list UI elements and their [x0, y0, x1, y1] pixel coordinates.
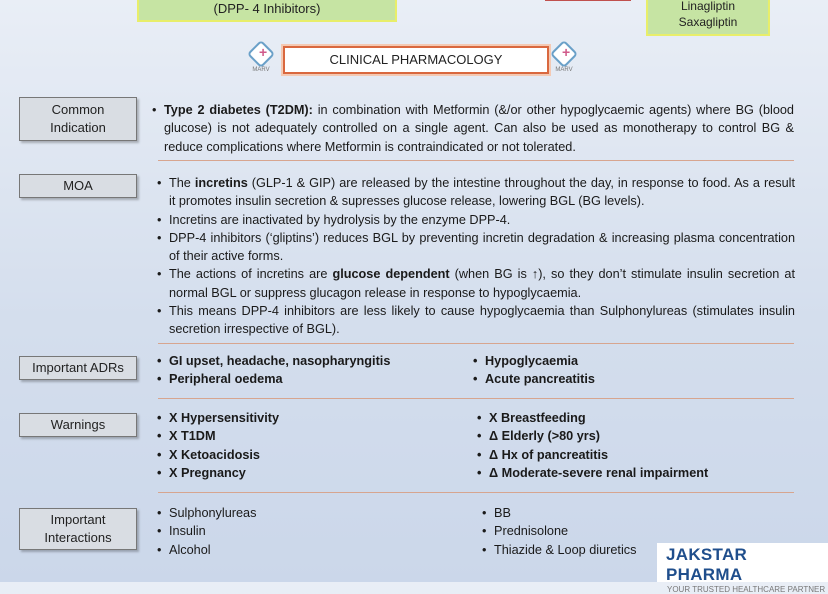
moa-item: • This means DPP-4 inhibitors are less likely to cause hypoglycaemia than Sulphonylureas (stimulates insulin secretion irrespective of BGL).: [157, 302, 795, 339]
warning-item: • X Breastfeeding: [477, 409, 797, 427]
warning-item: • Δ Hx of pancreatitis: [477, 446, 797, 464]
interaction-item: • Sulphonylureas: [157, 504, 457, 522]
divider: [158, 343, 794, 344]
adrs-right: [473, 352, 773, 389]
interaction-item: • Thiazide & Loop diuretics: [482, 541, 682, 559]
example-drug-2: Saxagliptin: [678, 15, 738, 29]
warning-item: • X Ketoacidosis: [157, 446, 457, 464]
moa-item: • DPP-4 inhibitors (‘gliptins’) reduces BGL by preventing incretin degradation & increasing plasma concentration of their active forms.: [157, 229, 795, 266]
example-drug-1: Linagliptin: [680, 0, 736, 13]
warning-item: • X Pregnancy: [157, 464, 457, 482]
indication-item: • Type 2 diabetes (T2DM): in combination with Metformin (&/or other hypoglycaemic agents) where BG (blood glucose) is not adequately controlled on a single agent. Can also be used as monotherapy to control BG & reduce complications where Metformin is contraindicated or not tolerated.: [152, 101, 794, 156]
adr-item: • GI upset, headache, nasopharyngitis: [157, 352, 457, 370]
label-common-indication: Common Indication: [19, 97, 137, 141]
cross-logo-icon: [247, 40, 275, 68]
warning-item: • X Hypersensitivity: [157, 409, 457, 427]
interactions-right: [482, 504, 682, 559]
divider: [158, 492, 794, 493]
logo-text: MARV: [252, 67, 270, 73]
interaction-item: • Alcohol: [157, 541, 457, 559]
warnings-right: [477, 409, 797, 482]
cross-logo-icon: [550, 40, 578, 68]
brand-tagline: YOUR TRUSTED HEALTHCARE PARTNER: [667, 585, 826, 594]
warning-item: • Δ Elderly (>80 yrs): [477, 427, 797, 445]
label-important-adrs: Important ADRs: [19, 356, 137, 380]
label-warnings: Warnings: [19, 413, 137, 437]
divider: [158, 160, 794, 161]
warning-item: • X T1DM: [157, 427, 457, 445]
moa-item: • The incretins (GLP-1 & GIP) are released by the intestine throughout the day, in response to food. As a result it promotes insulin secretion & supresses glucose release, lowering BGL (BG levels).: [157, 174, 795, 211]
adr-item: • Acute pancreatitis: [473, 370, 773, 388]
brand-name: JAKSTAR PHARMA: [666, 545, 748, 584]
warnings-left: [157, 409, 457, 482]
page-title: CLINICAL PHARMACOLOGY: [283, 46, 549, 74]
brand-watermark: [657, 543, 828, 594]
moa-item: • Incretins are inactivated by hydrolysis by the enzyme DPP-4.: [157, 211, 795, 229]
logo-text: MARV: [555, 67, 573, 73]
marv-logo-left: [250, 44, 272, 73]
drug-class-box: [137, 0, 397, 22]
warning-item: • Δ Moderate-severe renal impairment: [477, 464, 797, 482]
red-accent-bar: [545, 0, 631, 1]
label-important-interactions: Important Interactions: [19, 508, 137, 550]
interaction-item: • BB: [482, 504, 682, 522]
moa-content: [157, 174, 795, 339]
label-moa: MOA: [19, 174, 137, 198]
drug-class-text: (DPP- 4 Inhibitors): [213, 1, 321, 16]
moa-item: • The actions of incretins are glucose dependent (when BG is ↑), so they don’t stimulate insulin secretion at normal BGL or suppress glucagon release in response to hypoglycaemia.: [157, 265, 795, 302]
indication-content: [152, 101, 794, 156]
interactions-left: [157, 504, 457, 559]
examples-box: [646, 0, 770, 36]
interaction-item: • Insulin: [157, 522, 457, 540]
adrs-left: [157, 352, 457, 389]
marv-logo-right: [553, 44, 575, 73]
adr-item: • Peripheral oedema: [157, 370, 457, 388]
divider: [158, 398, 794, 399]
interaction-item: • Prednisolone: [482, 522, 682, 540]
adr-item: • Hypoglycaemia: [473, 352, 773, 370]
